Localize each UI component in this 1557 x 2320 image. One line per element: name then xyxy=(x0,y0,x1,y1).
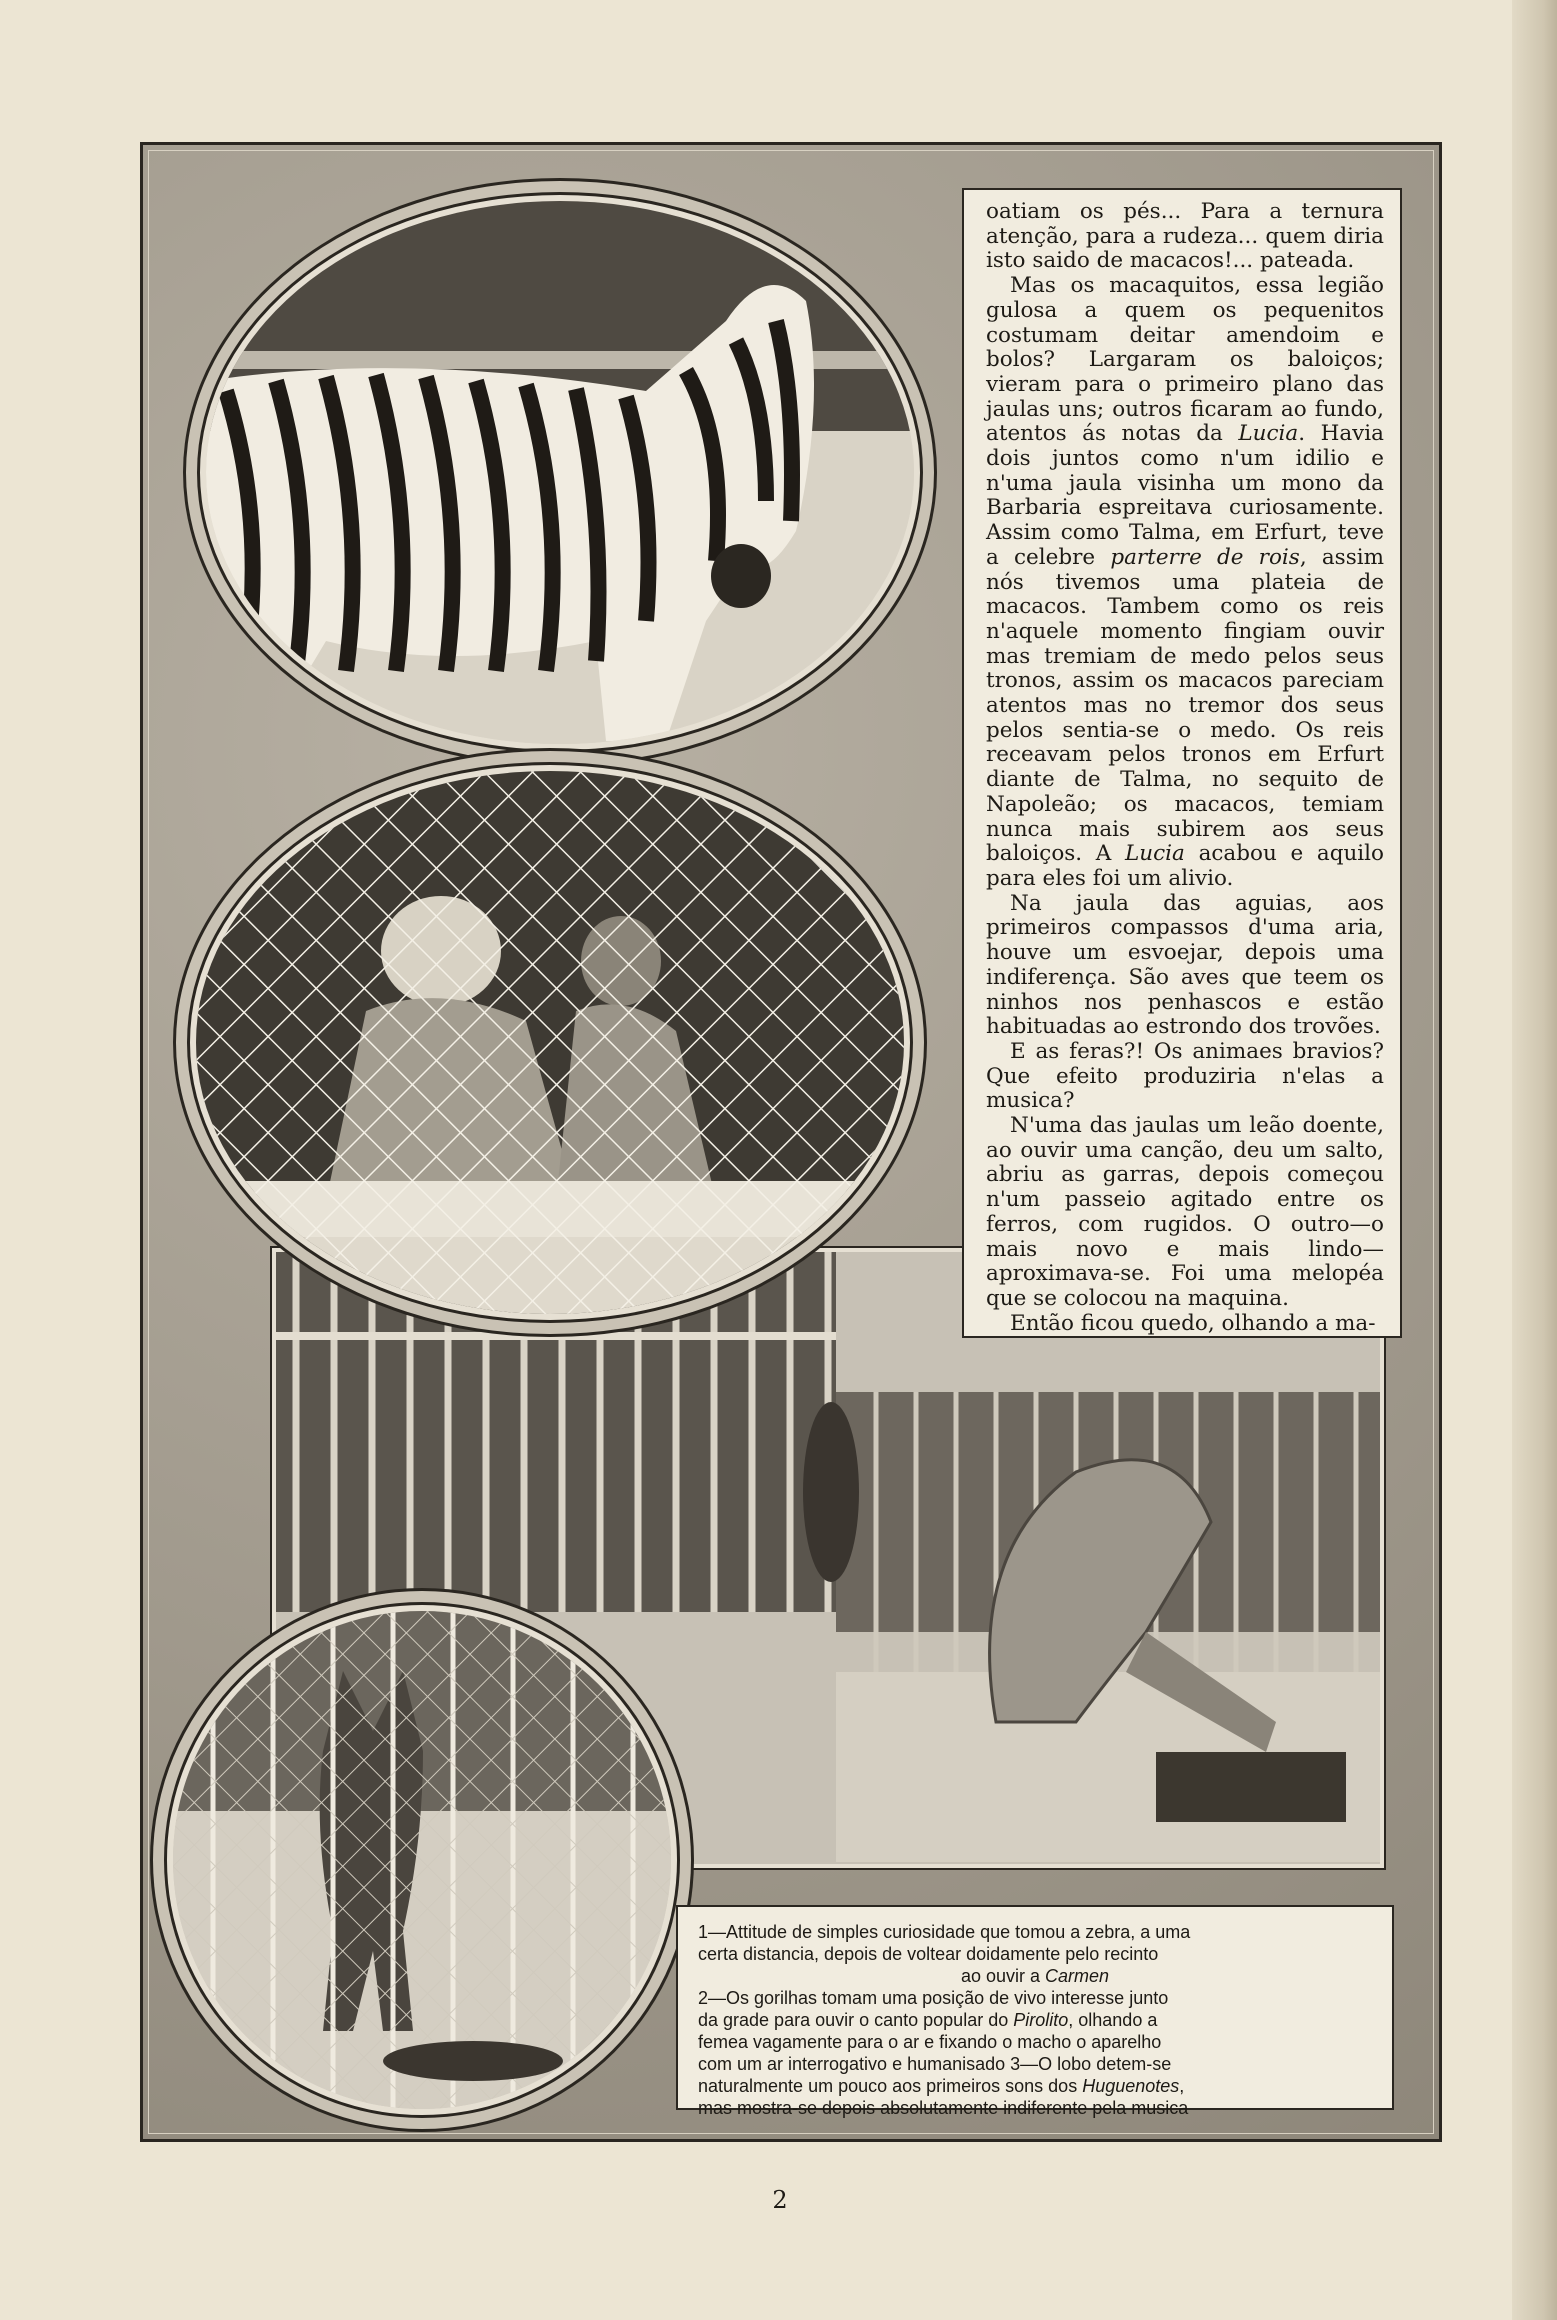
article-paragraph xyxy=(986,274,1384,892)
photo-caption-box xyxy=(676,1905,1394,2118)
caption-line xyxy=(698,2009,1372,2031)
article-italic-text: parterre de rois xyxy=(1110,544,1300,570)
article-text: N'uma das jaulas um leão doente, ao ouvir uma canção, deu um salto, abriu as garras, depois começou n'um passeio agitado entre os ferros, com rugidos. O outro—o mais novo e mais lindo—aproximava-se. Foi uma melopéa que se colocou na maquina. xyxy=(986,1113,1384,1311)
wolf-photo xyxy=(167,1605,677,2115)
article-text: oatiam os pés... Para a ternura atenção, para a rudeza... quem diria isto saido de macacos!... pateada. xyxy=(986,199,1384,274)
caption-text: , xyxy=(1179,2076,1185,2096)
caption-italic-text: Carmen xyxy=(1045,1966,1110,1986)
caption-line: mas mostra-se depois absolutamente indiferente pela musica xyxy=(698,2098,1189,2118)
caption-italic-text: Pirolito xyxy=(1013,2010,1069,2030)
caption-line xyxy=(698,2075,1372,2097)
gorillas-photo xyxy=(190,765,910,1320)
article-paragraph xyxy=(986,1312,1384,1337)
article-text: Na jaula das aguias, aos primeiros compassos d'uma aria, houve um esvoejar, depois uma indiferença. São aves que teem os ninhos nos penhascos e estão habituadas ao estrondo dos trovões. xyxy=(986,890,1384,1040)
zebra-illustration xyxy=(206,201,914,744)
wolf-illustration xyxy=(173,1611,671,2109)
article-text: Mas os macaquitos, essa legião gulosa a quem os pequenitos costumam deitar amendoim e bolos? Largaram os baloiços; vieram para o primeiro plano das jaulas uns; outros ficaram ao fundo, atentos ás notas da xyxy=(986,273,1384,447)
caption-line xyxy=(698,1965,1372,1987)
article-italic-text: Lucia xyxy=(1125,841,1185,867)
article-text: E as feras?! Os animaes bravios? Que efeito produziria n'elas a musica? xyxy=(986,1038,1384,1114)
article-paragraph xyxy=(986,892,1384,1040)
article-italic-text: Lucia xyxy=(1238,421,1299,447)
article-text: . Havia dois juntos como n'um idilio e n'uma jaula visinha um mono da Barbaria espreitava curiosamente. Assim como Talma, em Erfurt, teve a celebre xyxy=(986,421,1384,570)
article-text: , assim nós tivemos uma plateia de macacos. Tambem como os reis n'aquele momento fingiam ouvir mas tremiam de medo pelos seus tronos, assim os macacos pareciam atentos mas no tremor dos seus pelos sentia-se o medo. Os reis receavam pelos tronos em Erfurt diante de Talma, no sequito de Napoleão; os macacos, temiam nunca mais subirem aos seus baloiços. A xyxy=(986,544,1384,867)
page-number: 2 xyxy=(772,2186,788,2214)
caption-text: da grade para ouvir o canto popular do xyxy=(698,2010,1014,2030)
caption-line: femea vagamente para o ar e fixando o macho o aparelho xyxy=(698,2032,1162,2052)
caption-text: , olhando a xyxy=(1068,2010,1158,2030)
article-paragraph xyxy=(986,1114,1384,1312)
caption-line: 2—Os gorilhas tomam uma posição de vivo interesse junto xyxy=(698,1988,1169,2008)
caption-line: certa distancia, depois de voltear doidamente pelo recinto xyxy=(698,1944,1159,1964)
caption-text: naturalmente um pouco aos primeiros sons dos xyxy=(698,2076,1083,2096)
caption-line: com um ar interrogativo e humanisado 3—O lobo detem-se xyxy=(698,2054,1172,2074)
article-text: Então ficou quedo, olhando a ma- xyxy=(1010,1310,1376,1336)
article-paragraph xyxy=(986,1040,1384,1114)
article-paragraph xyxy=(986,200,1384,274)
gorillas-illustration xyxy=(196,771,904,1314)
article-text: acabou e aquilo para eles foi um alivio. xyxy=(986,841,1384,891)
article-text-box xyxy=(962,188,1402,1338)
caption-italic-text: Huguenotes xyxy=(1082,2076,1180,2096)
caption-line: 1—Attitude de simples curiosidade que tomou a zebra, a uma xyxy=(698,1922,1191,1942)
zebra-photo xyxy=(200,195,920,750)
page-edge-shadow xyxy=(1512,0,1557,2320)
caption-text: ao ouvir a xyxy=(960,1966,1046,1986)
